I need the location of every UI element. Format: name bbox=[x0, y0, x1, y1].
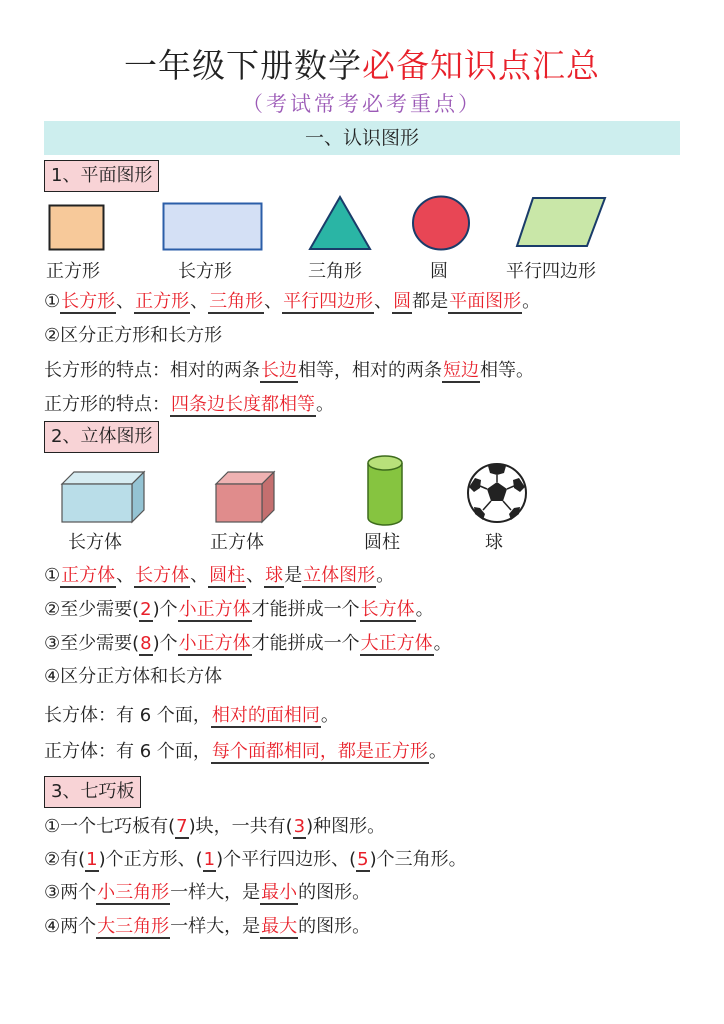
label-rectangle: 长方形 bbox=[178, 261, 232, 282]
sec2-line1: ①正方体、长方体、圆柱、球是立体图形。 bbox=[44, 565, 395, 586]
label-cylinder: 圆柱 bbox=[364, 532, 400, 553]
page-title: 一年级下册数学必备知识点汇总 bbox=[124, 46, 600, 85]
sec2-line2: ②至少需要(2)个小正方体才能拼成一个长方体。 bbox=[44, 599, 434, 620]
sec3-line1: ①一个七巧板有(7)块，一共有(3)种图形。 bbox=[44, 816, 386, 837]
square-shape bbox=[48, 204, 106, 252]
sec3-line4: ④两个大三角形一样大，是最大的图形。 bbox=[44, 916, 371, 937]
cube-shape bbox=[214, 470, 276, 526]
sec1-heading: 1、平面图形 bbox=[44, 160, 159, 192]
sec3-line3: ③两个小三角形一样大，是最小的图形。 bbox=[44, 882, 371, 903]
cuboid-shape bbox=[60, 470, 146, 526]
sec2-line4: ④区分正方体和长方体 bbox=[44, 666, 223, 687]
triangle-shape bbox=[308, 195, 372, 251]
sec2-heading: 2、立体图形 bbox=[44, 421, 159, 453]
cylinder-shape bbox=[366, 454, 404, 528]
label-cuboid: 长方体 bbox=[68, 532, 122, 553]
label-cube: 正方体 bbox=[210, 532, 264, 553]
sec1-line3: 长方形的特点：相对的两条长边相等，相对的两条短边相等。 bbox=[44, 360, 534, 381]
sec2-line3: ③至少需要(8)个小正方体才能拼成一个大正方体。 bbox=[44, 633, 452, 654]
section-banner: 一、认识图形 bbox=[44, 121, 680, 155]
label-parallelogram: 平行四边形 bbox=[506, 261, 596, 282]
rectangle-shape bbox=[162, 202, 264, 252]
label-square: 正方形 bbox=[46, 261, 100, 282]
label-circle: 圆 bbox=[430, 261, 448, 282]
circle-shape bbox=[411, 195, 471, 251]
sec3-line2: ②有(1)个正方形、(1)个平行四边形、(5)个三角形。 bbox=[44, 849, 467, 870]
label-triangle: 三角形 bbox=[308, 261, 362, 282]
soccer-ball-shape bbox=[466, 462, 528, 524]
label-ball: 球 bbox=[485, 532, 503, 553]
page-subtitle: （考试常考必考重点） bbox=[242, 92, 482, 116]
sec1-line1: ①长方形、正方形、三角形、平行四边形、圆都是平面图形。 bbox=[44, 291, 541, 312]
parallelogram-shape bbox=[515, 196, 607, 248]
sec1-line2: ②区分正方形和长方形 bbox=[44, 325, 223, 346]
sec2-line6: 正方体：有 6 个面，每个面都相同，都是正方形。 bbox=[44, 741, 447, 762]
sec2-line5: 长方体：有 6 个面，相对的面相同。 bbox=[44, 705, 339, 726]
sec1-line4: 正方形的特点：四条边长度都相等。 bbox=[44, 394, 334, 415]
sec3-heading: 3、七巧板 bbox=[44, 776, 141, 808]
